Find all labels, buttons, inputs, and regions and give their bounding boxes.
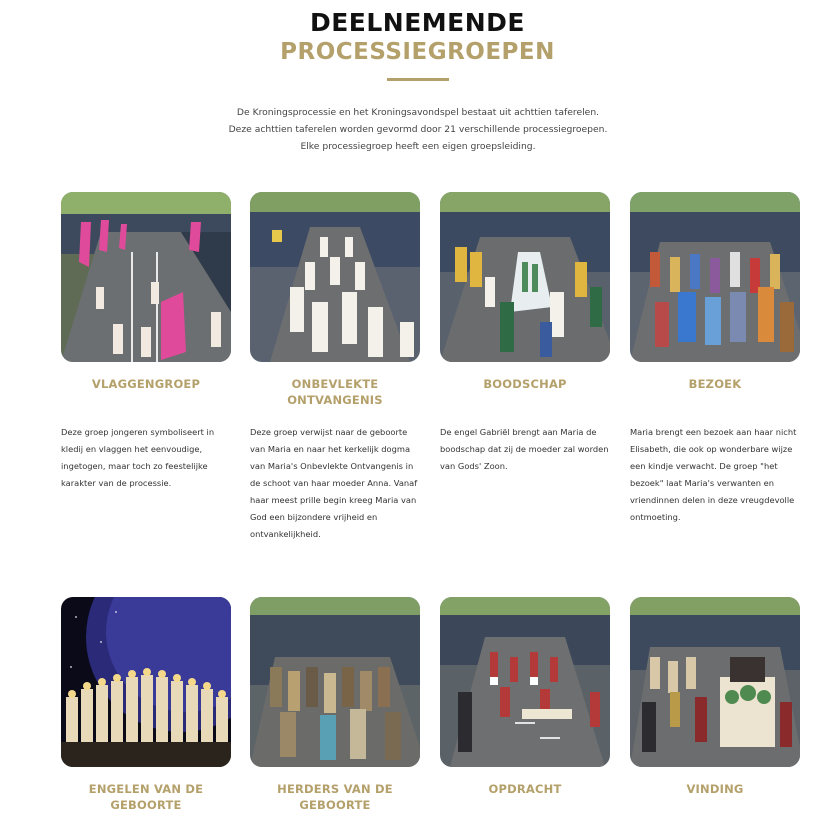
- group-title[interactable]: BEZOEK: [688, 377, 742, 391]
- group-photo[interactable]: [630, 192, 800, 362]
- heading-divider: [387, 78, 449, 81]
- group-card-onbevlekte-ontvangenis[interactable]: [250, 192, 420, 543]
- group-card-engelen-van-de-geboorte[interactable]: [61, 597, 231, 815]
- annunciation-float-photo: [440, 192, 610, 362]
- finding-float-photo: [630, 597, 800, 767]
- group-card-boodschap[interactable]: [440, 192, 610, 475]
- presentation-banner-photo: [440, 597, 610, 767]
- group-card-herders-van-de-geboorte[interactable]: [250, 597, 420, 815]
- flag-group-street-photo: [61, 192, 231, 362]
- group-title[interactable]: HERDERS VAN DE GEBOORTE: [277, 782, 393, 812]
- shepherds-street-photo: [250, 597, 420, 767]
- group-photo[interactable]: [61, 597, 231, 767]
- group-photo[interactable]: [440, 597, 610, 767]
- group-card-vlaggengroep[interactable]: [61, 192, 231, 492]
- angels-stage-night-photo: [61, 597, 231, 767]
- group-description: Deze groep verwijst naar de geboorte van Maria en naar het kerkelijk dogma van Maria's Onbevlekte Ontvangenis in de schoot van haar moeder Anna. Vanaf haar meest prille begin kreeg Maria van God een bijzondere vrijheid en ontvankelijkheid.: [250, 427, 418, 539]
- group-description: Maria brengt een bezoek aan haar nicht Elisabeth, die ook op wonderbare wijze een kindje verwacht. De groep "het bezoek" laat Maria's verwanten en vriendinnen delen in deze vreugdevolle ontmoeting.: [630, 427, 797, 522]
- group-description: Deze groep jongeren symboliseert in kledij en vlaggen het eenvoudige, ingetogen, maar toch zo feestelijke karakter van de processie.: [61, 427, 215, 488]
- group-title[interactable]: OPDRACHT: [488, 782, 562, 796]
- intro-paragraph: De Kroningsprocessie en het Kroningsavondspel bestaat uit achttien taferelen. Deze achttien taferelen worden gevormd door 21 verschillende processiegroepen. Elke processiegroep heeft een eigen groepsleiding.: [228, 107, 608, 152]
- visitation-costumes-photo: [630, 192, 800, 362]
- heading-line-1: DEELNEMENDE: [309, 8, 526, 37]
- group-title[interactable]: VLAGGENGROEP: [91, 377, 201, 391]
- group-description: De engel Gabriël brengt aan Maria de boodschap dat zij de moeder zal worden van Gods' Zoon.: [440, 427, 609, 471]
- group-photo[interactable]: [61, 192, 231, 362]
- group-card-vinding[interactable]: [630, 597, 800, 815]
- group-photo[interactable]: [250, 192, 420, 362]
- group-title[interactable]: ONBEVLEKTE ONTVANGENIS: [287, 377, 383, 407]
- group-card-bezoek[interactable]: [630, 192, 800, 526]
- group-photo[interactable]: [630, 597, 800, 767]
- section-heading: [0, 8, 835, 81]
- group-card-opdracht[interactable]: [440, 597, 610, 815]
- group-photo[interactable]: [250, 597, 420, 767]
- group-title[interactable]: ENGELEN VAN DE GEBOORTE: [88, 782, 204, 812]
- heading-line-2: PROCESSIEGROEPEN: [280, 39, 555, 65]
- group-title[interactable]: VINDING: [686, 782, 744, 796]
- group-photo[interactable]: [440, 192, 610, 362]
- group-title[interactable]: BOODSCHAP: [483, 377, 567, 391]
- white-robes-procession-photo: [250, 192, 420, 362]
